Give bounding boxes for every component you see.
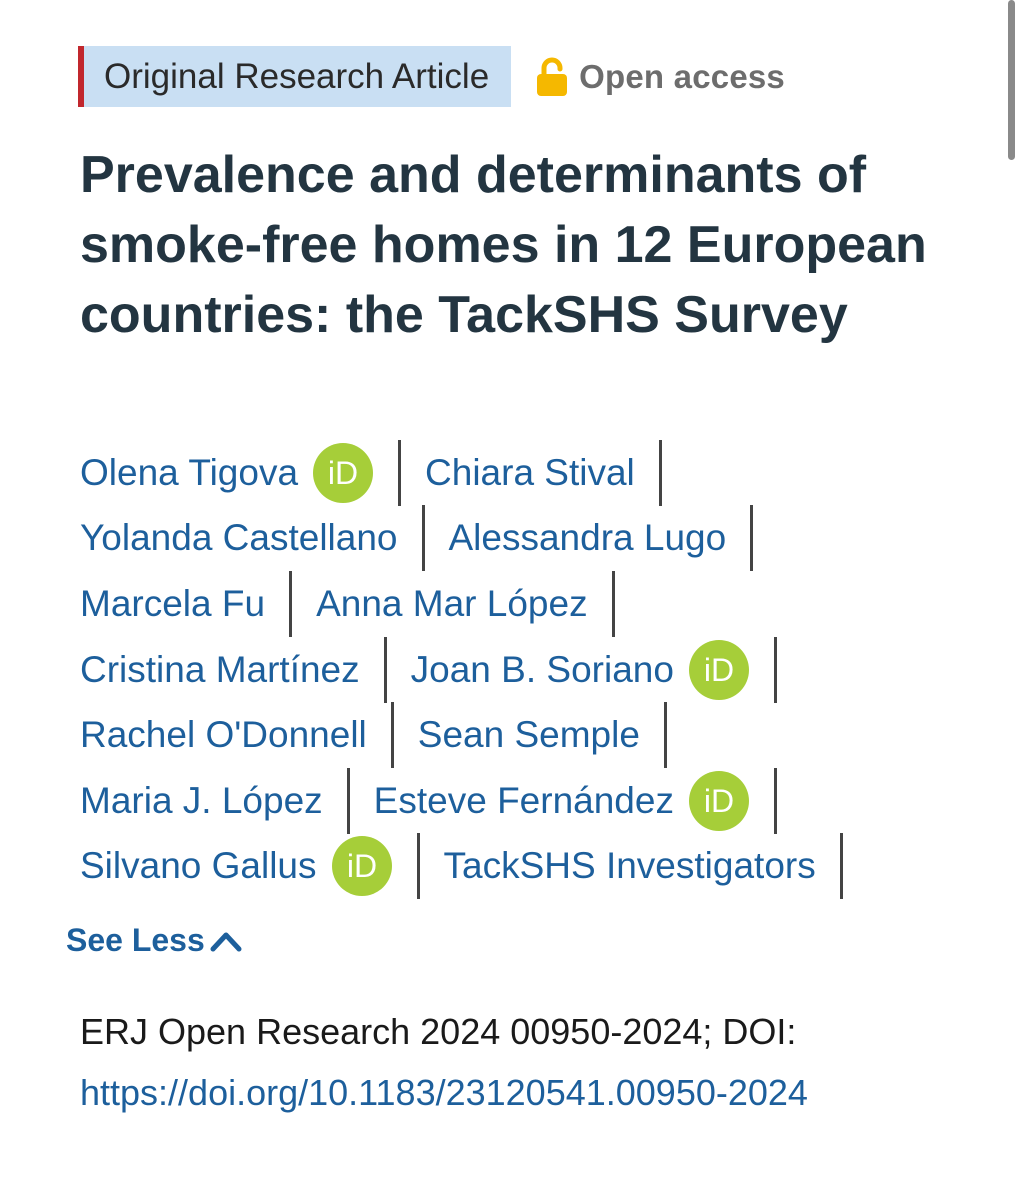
- article-title: Prevalence and determinants of smoke-free homes in 12 European countries: the TackSHS Survey: [80, 146, 927, 344]
- open-access-badge: [535, 57, 785, 97]
- author-line: [80, 440, 960, 506]
- citation: [80, 1001, 960, 1123]
- doi-link[interactable]: https://doi.org/10.1183/23120541.00950-2024: [80, 1072, 808, 1113]
- author-separator: [289, 571, 292, 637]
- article-type-badge: Original Research Article: [78, 46, 511, 107]
- svg-text:iD: iD: [703, 782, 735, 819]
- author-separator: [417, 833, 420, 899]
- author-link[interactable]: [80, 780, 323, 822]
- svg-text:iD: iD: [327, 454, 359, 491]
- author-separator: [774, 637, 777, 703]
- author-line: [80, 506, 960, 572]
- author-name: Sean Semple: [417, 714, 640, 756]
- author-separator: [840, 833, 843, 899]
- author-name: Chiara Stival: [425, 451, 635, 493]
- author-link[interactable]: [449, 517, 727, 559]
- author-link[interactable]: [411, 639, 750, 701]
- orcid-icon[interactable]: [688, 770, 750, 832]
- author-name: Anna Mar López: [316, 582, 588, 624]
- author-link[interactable]: [316, 583, 588, 625]
- author-name: Cristina Martínez: [80, 648, 360, 690]
- author-separator: [659, 440, 662, 506]
- author-line: [80, 702, 960, 768]
- author-line: [80, 834, 960, 900]
- author-name: Alessandra Lugo: [448, 517, 727, 559]
- see-less-button[interactable]: [66, 922, 243, 959]
- author-name: Yolanda Castellano: [80, 517, 398, 559]
- author-name: Silvano Gallus: [80, 845, 317, 887]
- scrollbar-thumb[interactable]: [1008, 0, 1015, 160]
- author-line: [80, 768, 960, 834]
- author-line: [80, 637, 960, 703]
- author-list: [80, 440, 960, 899]
- author-link[interactable]: [80, 649, 360, 691]
- author-separator: [347, 768, 350, 834]
- author-separator: [664, 702, 667, 768]
- article-header: [78, 46, 785, 107]
- orcid-icon[interactable]: [688, 639, 750, 701]
- unlocked-lock-icon: [535, 57, 569, 97]
- author-separator: [384, 637, 387, 703]
- author-link[interactable]: [418, 714, 640, 756]
- author-link[interactable]: [374, 770, 750, 832]
- svg-text:iD: iD: [703, 651, 735, 688]
- chevron-up-icon: [209, 929, 243, 953]
- author-link[interactable]: [80, 583, 265, 625]
- author-name: Esteve Fernández: [373, 779, 674, 821]
- author-name: Rachel O'Donnell: [80, 714, 367, 756]
- svg-text:iD: iD: [346, 848, 377, 885]
- see-less-label: See Less: [66, 922, 205, 958]
- author-name: Joan B. Soriano: [410, 648, 674, 690]
- author-name: Maria J. López: [80, 779, 323, 821]
- author-separator: [750, 505, 753, 571]
- author-link[interactable]: [80, 442, 374, 504]
- author-line: [80, 571, 960, 637]
- author-name: Marcela Fu: [80, 582, 266, 624]
- open-access-label: Open access: [579, 57, 785, 95]
- author-separator: [391, 702, 394, 768]
- orcid-icon[interactable]: [331, 835, 393, 897]
- author-link[interactable]: [425, 452, 635, 494]
- author-name: Olena Tigova: [80, 451, 299, 493]
- author-name: TackSHS Investigators: [443, 845, 816, 887]
- author-link[interactable]: [80, 714, 367, 756]
- author-separator: [398, 440, 401, 506]
- author-separator: [774, 768, 777, 834]
- author-link[interactable]: [80, 835, 393, 897]
- author-link[interactable]: [80, 517, 398, 559]
- orcid-icon[interactable]: [312, 442, 374, 504]
- author-separator: [612, 571, 615, 637]
- citation-text: ERJ Open Research 2024 00950-2024; DOI:: [80, 1011, 797, 1052]
- author-separator: [422, 505, 425, 571]
- author-link[interactable]: [444, 845, 816, 887]
